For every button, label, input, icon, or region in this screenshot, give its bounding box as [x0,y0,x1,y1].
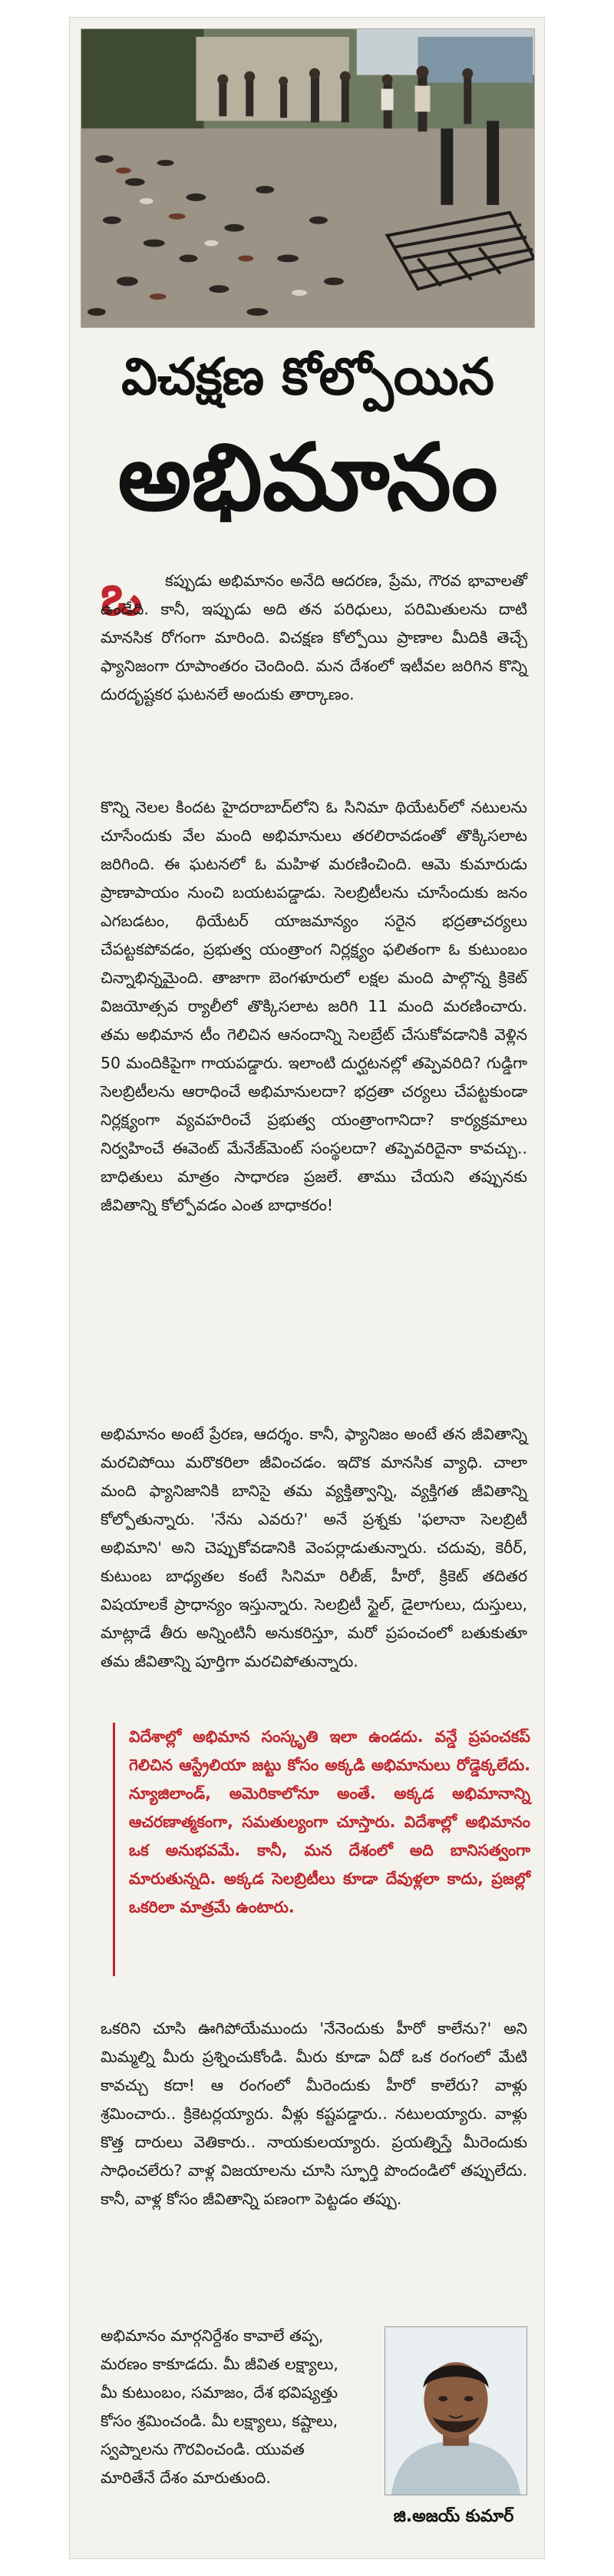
headline-line2: అభిమానం [117,425,498,531]
paragraph-fanism: అభిమానం అంటే ప్రేరణ, ఆదర్శం. కానీ, ఫ్యానిజం అంటే తన జీవితాన్ని మరచిపోయి మరొకరిలా జీవించడం. ఇదొక మానసిక వ్యాధి. చాలా మంది ఫ్యానిజానికి బానిసై తమ వ్యక్తిత్వాన్ని, వ్యక్తిగత జీవితాన్ని కోల్పోతున్నారు. 'నేను ఎవరు?' అనే ప్రశ్నకు 'ఫలానా సెలబ్రిటీ అభిమాని' అని చెప్పుకోవడానికి వెంపర్లాడుతున్నారు. చదువు, కెరీర్, కుటుంబ బాధ్యతల కంటే సినిమా రిలీజ్, హీరో, క్రికెట్ తదితర విషయాలకే ప్రాధాన్యం ఇస్తున్నారు. సెలబ్రిటీ స్టైల్, డైలాగులు, దుస్తులు, మాట్లాడే తీరు అన్నింటినీ అనుకరిస్తూ, మరో ప్రపంచంలో బతుకుతూ తమ జీవితాన్ని పూర్తిగా మరచిపోతున్నారు. [101,1425,527,1670]
paragraph-intro: కప్పుడు అభిమానం అనేది ఆదరణ, ప్రేమ, గౌరవ భావాలతో ఉండేది. కానీ, ఇప్పుడు అది తన పరిధులు, పరిమితులను దాటి మానసిక రోగంగా మారింది. విచక్షణ కోల్పోయి ప్రాణాల మీదికి తెచ్చే ఫ్యానిజంగా రూపాంతరం చెందింది. మన దేశంలో ఇటీవల జరిగిన కొన్ని దురదృష్టకర ఘటనలే అందుకు తార్కాణం. [101,571,527,704]
article-card [69,17,545,2559]
paragraph-incidents: కొన్ని నెలల కిందట హైదరాబాద్‌లోని ఓ సినిమా థియేటర్‌లో నటులను చూసేందుకు వేల మంది అభిమానులు తరలిరావడంతో తొక్కిసలాట జరిగింది. ఈ ఘటనలో ఓ మహిళ మరణించింది. ఆమె కుమారుడు ప్రాణాపాయం నుంచి బయటపడ్డాడు. సెలబ్రిటీలను చూసేందుకు జనం ఎగబడటం, థియేటర్ యాజమాన్యం సరైన భద్రతాచర్యలు చేపట్టకపోవడం, ప్రభుత్వ యంత్రాంగ నిర్లక్ష్యం ఫలితంగా ఓ కుటుంబం చిన్నాభిన్నమైంది. తాజాగా బెంగళూరులో లక్షల మంది పాల్గొన్న క్రికెట్ విజయోత్సవ ర్యాలీలో తొక్కిసలాట జరిగి 11 మంది మరణించారు. తమ అభిమాన టీం గెలిచిన ఆనందాన్ని సెలబ్రేట్ చేసుకోవడానికి వెళ్లిన 50 మందికిపైగా గాయపడ్డారు. ఇలాంటి దుర్ఘటనల్లో తప్పెవరిది? గుడ్డిగా సెలబ్రిటీలను ఆరాధించే అభిమానులదా? భద్రతా చర్యలు చేపట్టకుండా నిర్లక్ష్యంగా వ్యవహరించే ప్రభుత్వ యంత్రాంగానిదా? కార్యక్రమాలు నిర్వహించే ఈవెంట్ మేనేజ్‌మెంట్ సంస్థలదా? తప్పెవరిదైనా కావచ్చు.. బాధితులు మాత్రం సాధారణ ప్రజలే. తాము చేయని తప్పునకు జీవితాన్ని కోల్పోవడం ఎంత బాధాకరం! [101,798,527,1214]
drop-cap: ఒ [101,562,143,628]
stampede-photo [81,28,535,328]
headline-line1: విచక్షణ కోల్పోయిన [121,347,494,406]
paragraph-be-a-hero: ఒకరిని చూసి ఊగిపోయేముందు 'నేనెందుకు హీరో కాలేను?' అని మిమ్మల్ని మీరు ప్రశ్నించుకోండి. మీరు కూడా ఏదో ఒక రంగంలో మేటి కావచ్చు కదా! ఆ రంగంలో మీరెందుకు హీరో కాలేరు? వాళ్లు శ్రమించారు.. క్రికెటర్లయ్యారు. వీళ్లు కష్టపడ్డారు.. నటులయ్యారు. వాళ్లు కొత్త దారులు వెతికారు.. నాయకులయ్యారు. ప్రయత్నిస్తే మీరెందుకు సాధించలేరు? వాళ్ల విజయాలను చూసి స్ఫూర్తి పొందండిలో తప్పులేదు. కానీ, వాళ్ల కోసం జీవితాన్ని పణంగా పెట్టడం తప్పు. [101,2019,527,2208]
quote-text: విదేశాల్లో అభిమాన సంస్కృతి ఇలా ఉండదు. వన్డే ప్రపంచకప్ గెలిచిన ఆస్ట్రేలియా జట్టు కోసం అక్కడి అభిమానులు రోడ్డెక్కలేదు. న్యూజిలాండ్, అమెరికాలోనూ అంతే. అక్కడ అభిమానాన్ని ఆచరణాత్మకంగా, సమతుల్యంగా చూస్తారు. విదేశాల్లో అభిమానం ఒక అనుభవమే. కానీ, మన దేశంలో అది బానిసత్వంగా మారుతున్నది. అక్కడ సెలబ్రిటీలు కూడా దేవుళ్లలా కాదు, ప్రజల్లో ఒకరిలా మాత్రమే ఉంటారు. [129,1727,530,1916]
paragraph-conclusion: అభిమానం మార్గనిర్దేశం కావాలే తప్ప, మరణం కాకూడదు. మీ జీవిత లక్ష్యాలు, మీ కుటుంబం, సమాజం, దేశ భవిష్యత్తు కోసం శ్రమించండి. మీ లక్ష్యాలు, కష్టాలు, స్వప్నాలను గౌరవించండి. యువత మారితేనే దేశం మారుతుంది. [101,2326,338,2487]
author-photo [385,2326,527,2495]
author-name: జి.అజయ్ కుమార్ [393,2507,514,2526]
highlight-quote [113,1723,530,1976]
